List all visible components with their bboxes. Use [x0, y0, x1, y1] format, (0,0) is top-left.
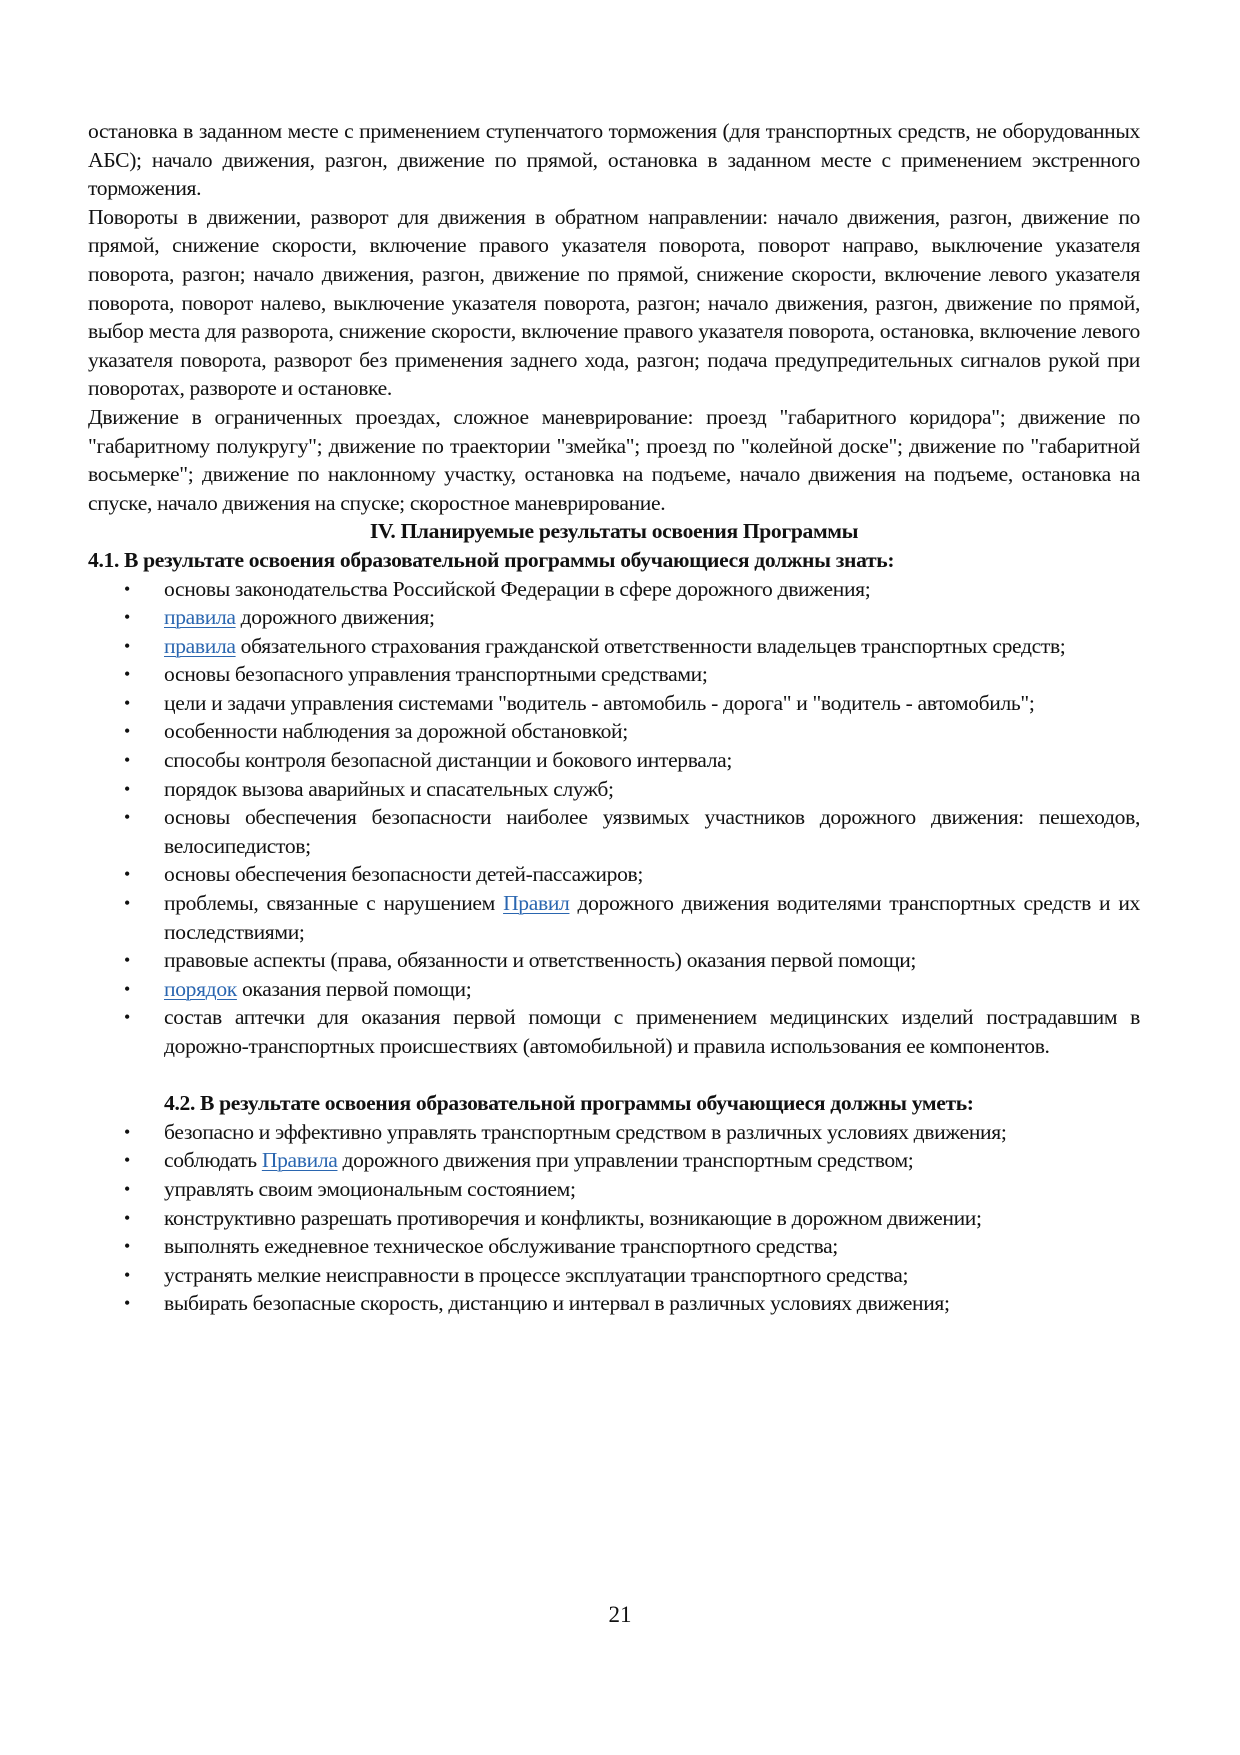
bullet-icon: • [124, 1236, 130, 1257]
know-list [88, 575, 1140, 1061]
insurance-rules-link[interactable]: правила [164, 633, 236, 658]
bullet-icon: • [124, 1264, 130, 1285]
bullet-icon: • [124, 893, 130, 914]
document-page [88, 117, 1140, 1318]
list-item: • выполнять ежедневное техническое обслуживание транспортного средства; [88, 1232, 1140, 1261]
list-item: • выбирать безопасные скорость, дистанцию и интервал в различных условиях движения; [88, 1289, 1140, 1318]
paragraph-braking: остановка в заданном месте с применением ступенчатого торможения (для транспортных средств, не оборудованных АБС); начало движения, разгон, движение по прямой, остановка в заданном месте с применением экстренного торможения. [88, 119, 1140, 201]
list-item: • управлять своим эмоциональным состоянием; [88, 1175, 1140, 1204]
bullet-icon: • [124, 864, 130, 885]
bullet-icon: • [124, 721, 130, 742]
bullet-icon: • [124, 750, 130, 771]
list-item: • соблюдать Правила дорожного движения при управлении транспортным средством; [88, 1146, 1140, 1175]
list-item: • правила обязательного страхования гражданской ответственности владельцев транспортных средств; [88, 632, 1140, 661]
list-item: • основы законодательства Российской Федерации в сфере дорожного движения; [88, 575, 1140, 604]
list-item: • основы безопасного управления транспортными средствами; [88, 660, 1140, 689]
list-item: • порядок вызова аварийных и спасательных служб; [88, 775, 1140, 804]
bullet-icon: • [124, 607, 130, 628]
list-item: • основы обеспечения безопасности наиболее уязвимых участников дорожного движения: пешеходов, велосипедистов; [124, 805, 1140, 858]
list-item: • безопасно и эффективно управлять транспортным средством в различных условиях движения; [88, 1118, 1140, 1147]
bullet-icon: • [124, 578, 130, 599]
list-item: • основы обеспечения безопасности детей-пассажиров; [88, 860, 1140, 889]
bullet-icon: • [124, 1007, 130, 1028]
list-item: • устранять мелкие неисправности в процессе эксплуатации транспортного средства; [88, 1261, 1140, 1290]
page-number: 21 [608, 1602, 632, 1627]
traffic-rules-link[interactable]: Правила [261, 1148, 338, 1173]
list-item: • цели и задачи управления системами "водитель - автомобиль - дорога" и "водитель - автомобиль"; [88, 689, 1140, 718]
skills-heading: 4.2. В результате освоения образовательной программы обучающиеся должны уметь: [164, 1091, 974, 1116]
bullet-icon: • [124, 807, 130, 828]
bullet-icon: • [124, 692, 130, 713]
bullet-icon: • [124, 778, 130, 799]
bullet-icon: • [124, 1150, 130, 1171]
first-aid-procedure-link[interactable]: порядок [164, 976, 237, 1001]
bullet-icon: • [124, 664, 130, 685]
paragraph-maneuvering: Движение в ограниченных проездах, сложное маневрирование: проезд "габаритного коридора"; движение по "габаритному полукругу"; движение по траектории "змейка"; проезд по "колейной доске"; движение по "габаритной восьмерке"; движение по наклонному участку, остановка на подъеме, начало движения на подъеме, остановка на спуске, начало движения на спуске; скоростное маневрирование. [88, 404, 1140, 515]
bullet-icon: • [124, 950, 130, 971]
bullet-icon: • [124, 1207, 130, 1228]
list-item: • конструктивно разрешать противоречия и конфликты, возникающие в дорожном движении; [88, 1204, 1140, 1233]
list-item: • состав аптечки для оказания первой помощи с применением медицинских изделий пострадавшим в дорожно-транспортных происшествиях (автомобильной) и правила использования ее компонентов. [124, 1005, 1140, 1058]
paragraph-turns: Повороты в движении, разворот для движения в обратном направлении: начало движения, разгон, движение по прямой, снижение скорости, включение правого указателя поворота, поворот направо, выключение указателя поворота, разгон; начало движения, разгон, движение по прямой, снижение скорости, включение левого указателя поворота, поворот налево, выключение указателя поворота, разгон; начало движения, разгон, движение по прямой, выбор места для разворота, снижение скорости, включение правого указателя поворота, остановка, включение левого указателя поворота, разворот без применения заднего хода, разгон; подача предупредительных сигналов рукой при поворотах, развороте и остановке. [88, 204, 1140, 401]
bullet-icon: • [124, 635, 130, 656]
list-item: • правовые аспекты (права, обязанности и ответственность) оказания первой помощи; [88, 946, 1140, 975]
section-title: IV. Планируемые результаты освоения Программы [369, 519, 859, 544]
list-item: • способы контроля безопасной дистанции и бокового интервала; [88, 746, 1140, 775]
list-item: • особенности наблюдения за дорожной обстановкой; [88, 717, 1140, 746]
know-heading: 4.1. В результате освоения образовательной программы обучающиеся должны знать: [88, 547, 895, 572]
bullet-icon: • [124, 1178, 130, 1199]
skills-list [88, 1118, 1140, 1318]
list-item: • правила дорожного движения; [88, 603, 1140, 632]
bullet-icon: • [124, 1293, 130, 1314]
bullet-icon: • [124, 1121, 130, 1142]
traffic-rules-link[interactable]: Правил [503, 891, 570, 916]
bullet-icon: • [124, 978, 130, 999]
rules-link[interactable]: правила [164, 605, 236, 630]
list-item: • проблемы, связанные с нарушением Правил дорожного движения водителями транспортных средств и их последствиями; [124, 891, 1140, 944]
list-item: • порядок оказания первой помощи; [88, 975, 1140, 1004]
spacer [88, 1061, 1140, 1090]
